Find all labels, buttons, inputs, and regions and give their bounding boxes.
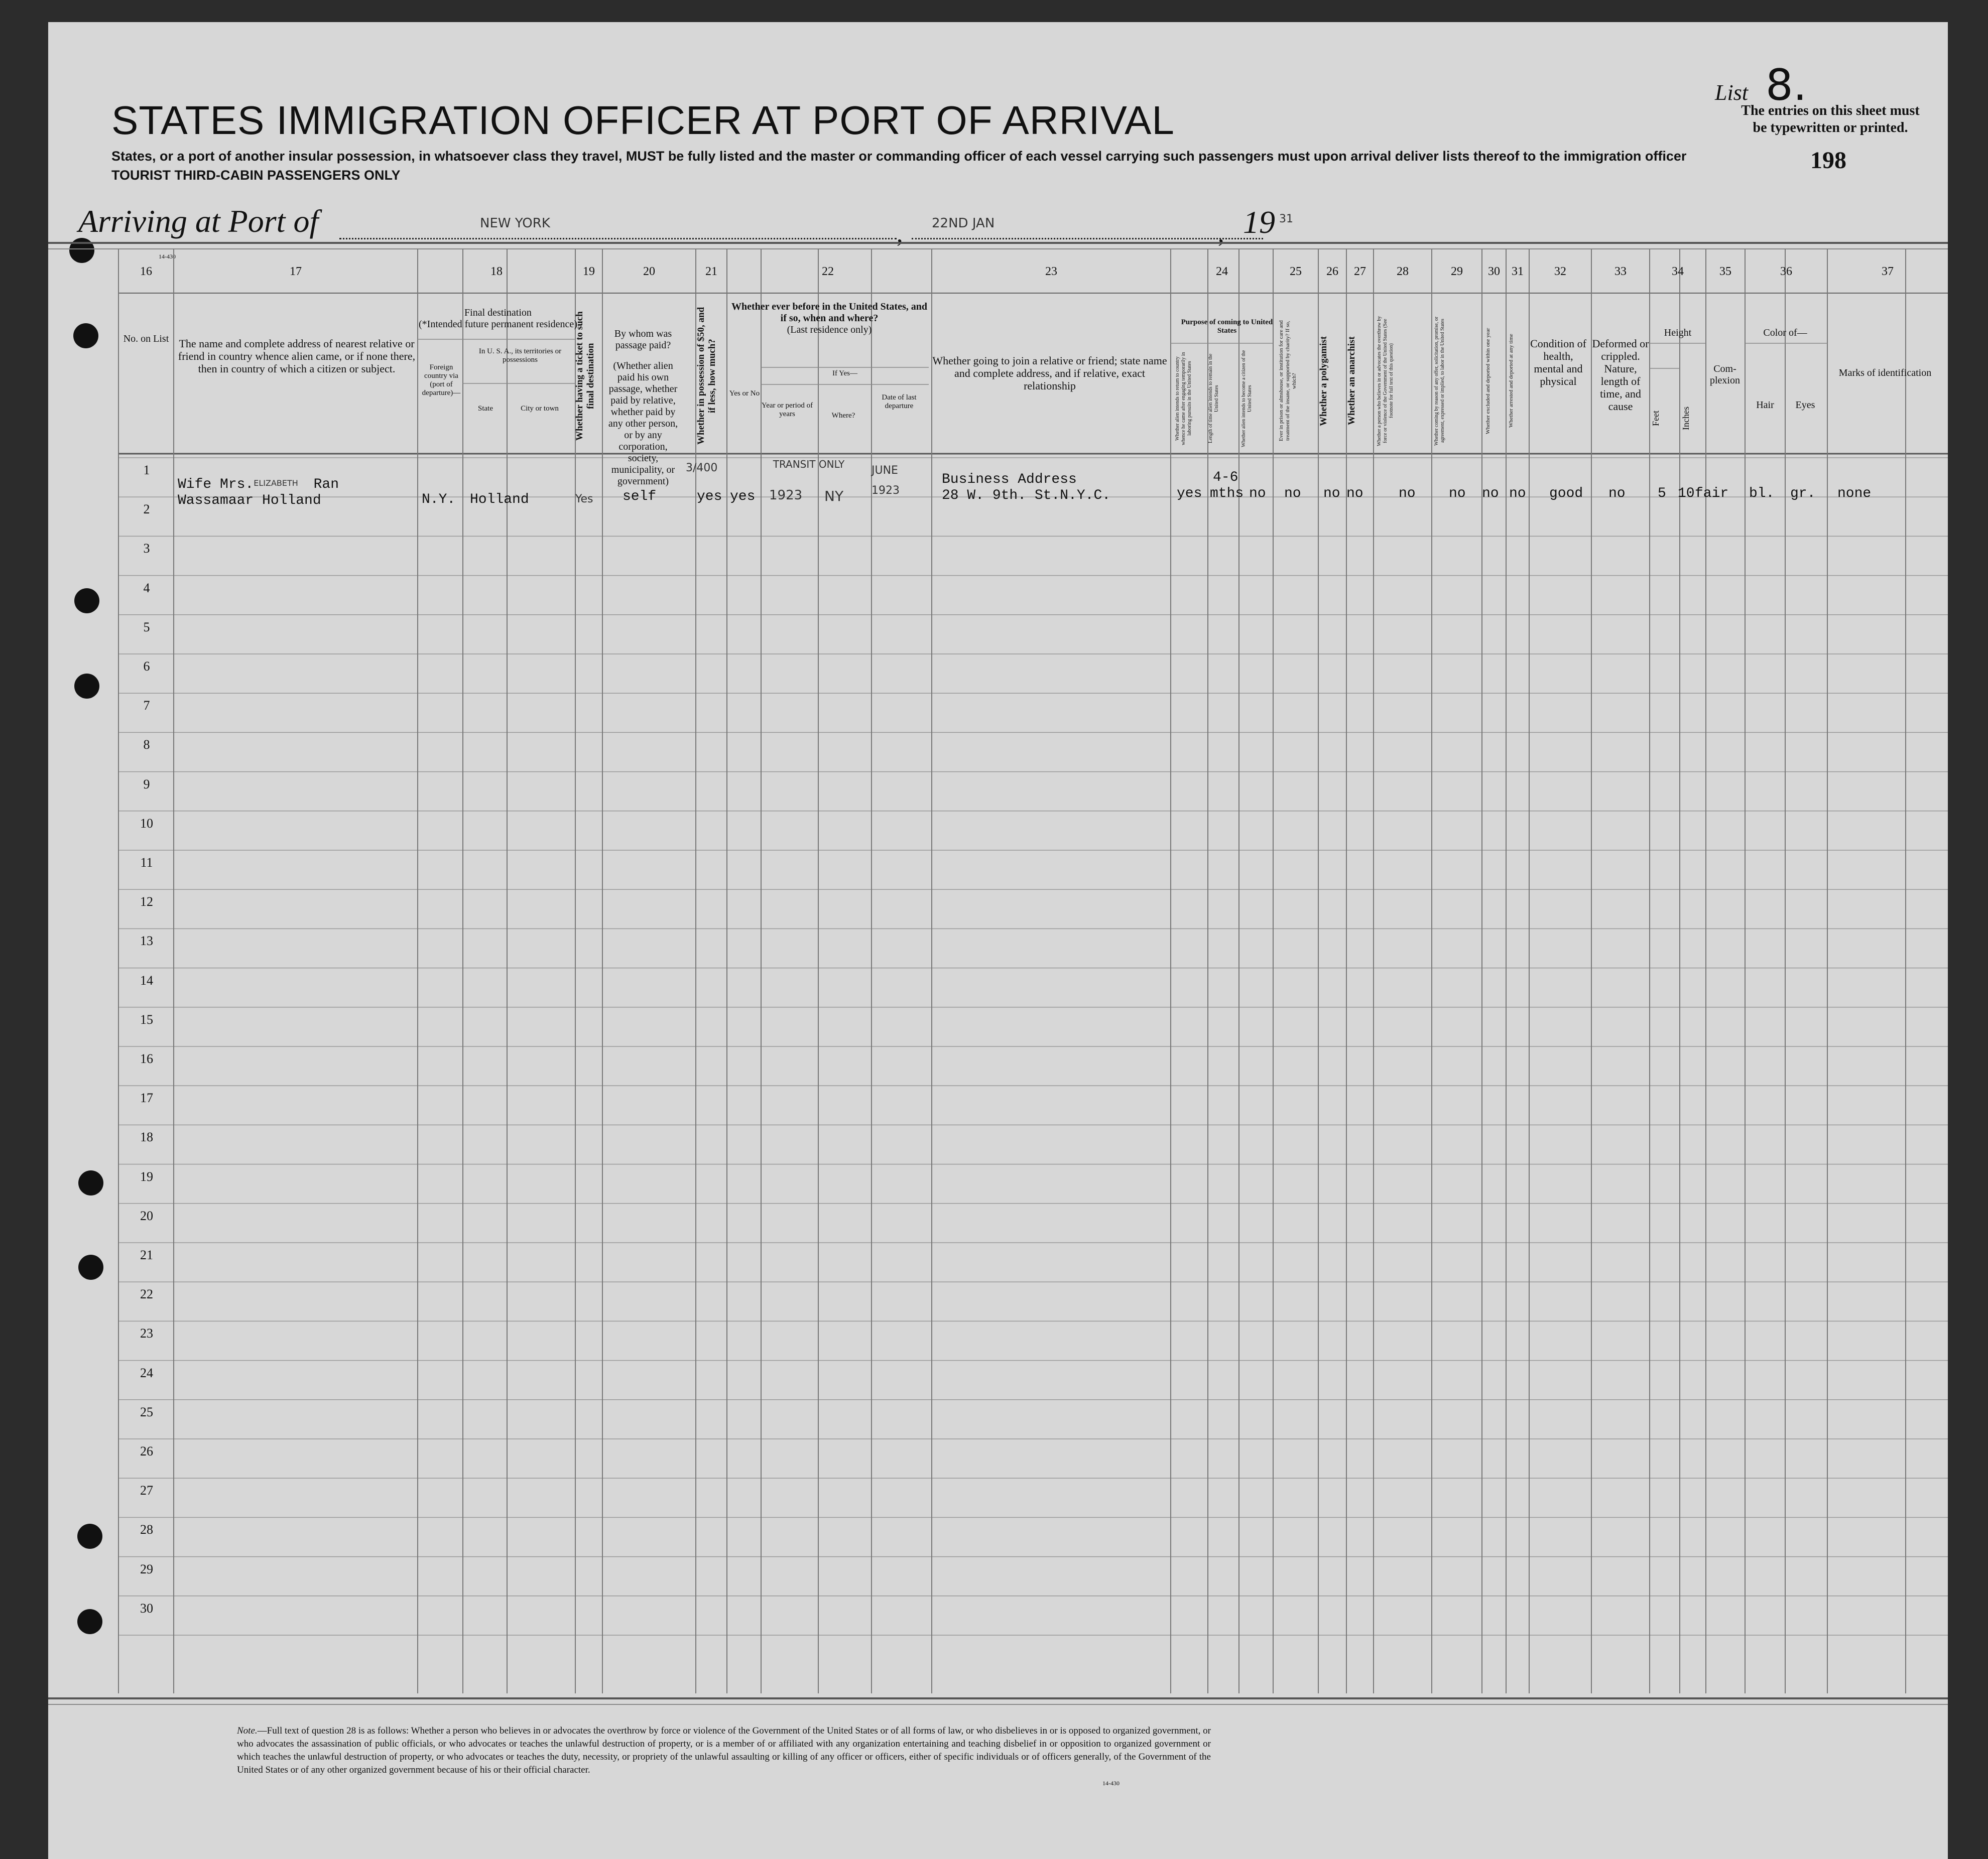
row-number: 13 [140,934,153,949]
column-number: 18 [490,265,503,278]
row-number: 16 [140,1051,153,1066]
header-state: State [478,405,493,413]
footnote-text: —Full text of question 28 is as follows: Whether a person who believes in or advocates the overthrow by force or violence of the Government of the United States or of all forms of law, or who disbelieves in or is opposed to organized government, or who advocates the assassination of public officials, or who advocates or teaches the unlawful destruction of property, or is a member of or affiliated with any organization entertaining and teaching disbelief in or opposition to organized government or which teaches the unlawful destruction of property, or who advocates or teaches the duty, necessity, or propriety of the unlawful assaulting or killing of any officer or officers, either of specific individuals or of officers generally, of the Government of the United States or of any other organized government because of his or their official character. [237,1725,1211,1775]
column-number: 27 [1354,265,1366,278]
excluded-value: no [1482,486,1499,501]
row-number: 27 [140,1483,153,1498]
join-line2: 28 W. 9th. St.N.Y.C. [942,488,1111,503]
header-length-of-stay: Length of time alien intends to remain in the United States [1208,353,1219,444]
header-health: Condition of health, mental and physical [1530,337,1586,387]
header-yes-no: Yes or No [729,389,760,397]
header-feet: Feet [1651,411,1661,427]
header-if-yes: If Yes— [832,369,857,377]
arrested-value: no [1509,486,1526,501]
inches-value: 10 [1678,486,1695,501]
row-number: 10 [140,816,153,831]
join-line1: Business Address [942,472,1077,487]
header-foreign-country: Foreign country via (port of departure)— [422,363,461,397]
header-no-on-list: No. on List [123,333,169,344]
header-final-destination: Final destination (*Intended future permanent residence) [419,307,577,330]
anarchist-value: no [1346,486,1363,501]
column-number: 23 [1045,265,1057,278]
complexion-value: fair [1695,486,1729,501]
column-number: 36 [1780,265,1792,278]
health-value: good [1549,486,1583,501]
footnote-code: 14-430 [1102,1780,1120,1787]
return-value: yes [1177,486,1202,501]
arriving-label: Arriving at Port of [78,203,319,239]
polygamist-value: no [1323,486,1340,501]
header-marks: Marks of identification [1838,367,1932,378]
header-where: Where? [831,412,855,420]
row-number: 28 [140,1522,153,1537]
column-number: 16 [140,265,152,278]
column-number: 19 [583,265,595,278]
header-money: Whether in possession of $50, and if less, how much? [696,307,717,445]
header-usa: In U. S. A., its territories or possessions [478,347,562,364]
row-number: 25 [140,1404,153,1419]
transit-note: TRANSIT ONLY [773,458,845,470]
dest-state: N.Y. [422,492,456,507]
sheet-stamp: 198 [1810,147,1846,174]
arrival-date: 22ND JAN [932,216,995,231]
row-number: 5 [143,619,150,634]
money-value: yes [697,489,722,504]
overthrow-value: no [1399,486,1416,501]
header-last-departure: Date of last departure [882,393,917,410]
column-number: 21 [705,265,717,278]
header-city: City or town [521,405,559,413]
money-amount: 3/400 [686,462,718,474]
row-number: 26 [140,1444,153,1458]
header-polygamist: Whether a polygamist [1318,336,1329,426]
row-number: 11 [140,855,153,870]
column-number: 37 [1882,265,1894,278]
header-excluded: Whether excluded and deported within one year [1485,328,1491,434]
column-number: 28 [1397,265,1409,278]
row-number: 8 [143,737,150,752]
column-number: 33 [1614,265,1627,278]
row-number: 7 [143,698,150,713]
comma-separator: , [897,219,903,247]
dest-city: Holland [470,492,529,507]
row-number: 15 [140,1012,153,1027]
row-number: 3 [143,541,150,556]
hair-value: bl. [1749,486,1775,501]
manifest-sheet [48,22,1948,1859]
year-label: 19 [1243,204,1275,240]
previous-year: 1923 [769,488,803,503]
footnote-lead: Note. [237,1725,258,1736]
manifest-table-grid [48,22,1948,1859]
deformed-value: no [1608,486,1626,501]
citizen-value: no [1249,486,1266,501]
port-name: NEW YORK [480,216,550,231]
column-number: 35 [1719,265,1731,278]
row-number: 6 [143,659,150,674]
form-instructions: States, or a port of another insular possession, in whatsoever class they travel, MUST be fully listed and the master or commanding officer of each vessel carrying such passengers must upon arrival deliver lists thereof to the immigration officer [111,149,1687,164]
row-number: 2 [143,502,150,517]
header-hair: Hair [1756,400,1774,411]
row-number: 1 [143,463,150,477]
header-relative: The name and complete address of nearest relative or friend in country whence alien came, or if none there, then in country of which a citizen or subject. [178,337,416,375]
row-number: 23 [140,1326,153,1341]
column-number: 30 [1488,265,1500,278]
row-number: 30 [140,1601,153,1616]
header-color-of: Color of— [1763,327,1807,338]
last-departure: JUNE 1923 [872,464,900,497]
length-number: 4-6 [1213,470,1238,485]
column-number: 25 [1290,265,1302,278]
header-citizen-intent: Whether alien intends to become a citizen of the United States [1241,350,1253,447]
column-number: 17 [290,265,302,278]
row-number: 14 [140,973,153,988]
header-year-period: Year or period of years [761,402,813,418]
column-number: 34 [1672,265,1684,278]
header-inches: Inches [1681,407,1691,431]
entry-notice: The entries on this sheet must be typewritten or printed. [1741,103,1920,136]
row-number: 17 [140,1091,153,1106]
header-overthrow: Whether a person who believes in or advocates the overthrow by force or violence of the Government of the United States (See footnote for full text of this question) [1377,316,1394,446]
row-number: 24 [140,1365,153,1380]
marks-value: none [1837,486,1872,501]
form-title: STATES IMMIGRATION OFFICER AT PORT OF ARRIVAL [111,98,1175,143]
header-return-intent: Whether alien intends to return to country whence he came after engaging temporarily in laboring pursuits in the United States [1175,352,1192,445]
row-number: 12 [140,894,153,909]
list-label: List 8. [1715,60,1807,110]
paid-by-value: self [623,489,657,504]
header-height: Height [1664,327,1692,338]
row-number: 21 [140,1248,153,1262]
row-number: 4 [143,580,150,595]
header-passage-paid: By whom was passage paid? (Whether alien paid his own passage, whether paid by relative, whether paid by any other person, or by any corporation, society, municipality, or government) [608,328,678,487]
length-value: mths [1210,486,1244,501]
header-arrested: Whether arrested and deported at any time [1508,334,1514,428]
before-value: yes [730,489,756,504]
header-complexion: Com-plexion [1710,363,1740,386]
prison-value: no [1284,486,1301,501]
offer-value: no [1449,486,1466,501]
column-number: 22 [822,265,834,278]
row-number: 20 [140,1208,153,1223]
list-number: 8. [1766,60,1807,110]
column-number: 24 [1216,265,1228,278]
passenger-class: TOURIST THIRD-CABIN PASSENGERS ONLY [111,168,401,183]
header-anarchist: Whether an anarchist [1346,336,1357,426]
column-number: 20 [643,265,655,278]
comma-separator: , [1218,219,1224,247]
relative-line1: Wife Mrs.ELIZABETH Ran [178,477,339,492]
header-labor-offer: Whether coming by reason of any offer, solicitation, promise, or agreement, expressed or implied, to labor in the United States [1434,316,1445,446]
header-join-relative: Whether going to join a relative or friend; state name and complete address, and if relative, exact relationship [932,354,1167,392]
column-number: 31 [1512,265,1524,278]
previous-where: NY [824,488,844,504]
column-number: 32 [1554,265,1566,278]
ticket-value: Yes [575,493,593,505]
relative-line2: Wassamaar Holland [178,493,321,508]
row-number: 18 [140,1130,153,1145]
footnote [237,1724,1211,1777]
row-number: 29 [140,1561,153,1576]
column-number: 29 [1451,265,1463,278]
row-number: 19 [140,1169,153,1184]
row-number: 9 [143,776,150,791]
header-purpose: Purpose of coming to United States [1181,318,1273,335]
header-prison: Ever in prison or almshouse, or institution for care and treatment of the insane, or supported by charity? If so, which? [1278,320,1297,442]
eyes-value: gr. [1790,486,1816,501]
row-number: 22 [140,1287,153,1302]
relative-first-name: ELIZABETH [254,478,298,488]
header-deformed: Deformed or crippled. Nature, length of time, and cause [1592,337,1649,413]
column-number: 26 [1326,265,1338,278]
form-code: 14-430 [159,253,176,260]
header-ticket: Whether having a ticket to such final destination [574,311,596,441]
header-before-in-us: Whether ever before in the United States, and if so, when and where? (Last residence only) [731,301,927,335]
feet-value: 5 [1658,486,1666,501]
header-eyes: Eyes [1795,400,1815,411]
year-suffix: 31 [1279,213,1293,225]
